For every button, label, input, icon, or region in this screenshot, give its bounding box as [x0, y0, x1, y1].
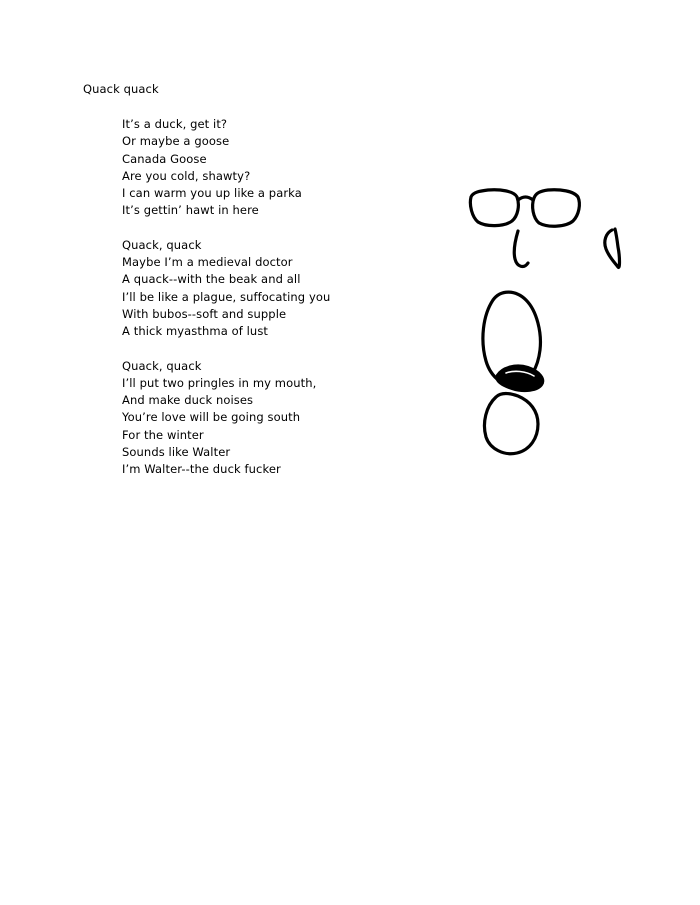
lyric-line: Are you cold, shawty?: [122, 168, 251, 183]
stanza: [122, 237, 452, 341]
lyric-line: For the winter: [122, 427, 204, 442]
lyric-line: Quack, quack: [122, 358, 202, 373]
stanza: [122, 116, 452, 220]
lyric-line: A quack--with the beak and all: [122, 272, 301, 287]
lyric-line: A thick myasthma of lust: [122, 324, 269, 339]
duck-sketch-illustration: [460, 175, 660, 465]
lyric-line: It’s gettin’ hawt in here: [122, 203, 259, 218]
lyric-line: I can warm you up like a parka: [122, 186, 302, 201]
lyric-line: It’s a duck, get it?: [122, 117, 228, 131]
lyric-line: You’re love will be going south: [122, 410, 301, 425]
lyrics-body: [122, 116, 452, 496]
page-title: Quack quack: [83, 82, 159, 96]
lyric-line: Quack, quack: [122, 237, 202, 252]
lyric-line: With bubos--soft and supple: [122, 306, 287, 321]
lyric-line: Maybe I’m a medieval doctor: [122, 255, 293, 270]
lyric-line: I’ll put two pringles in my mouth,: [122, 375, 317, 390]
lyric-line: Sounds like Walter: [122, 445, 231, 460]
lyric-line: And make duck noises: [122, 393, 254, 408]
lyric-line: Canada Goose: [122, 151, 207, 166]
lyric-line: I’ll be like a plague, suffocating you: [122, 289, 331, 304]
stanza: [122, 358, 452, 479]
lyric-line: Or maybe a goose: [122, 134, 230, 149]
lyric-line: I’m Walter--the duck fucker: [122, 462, 281, 477]
